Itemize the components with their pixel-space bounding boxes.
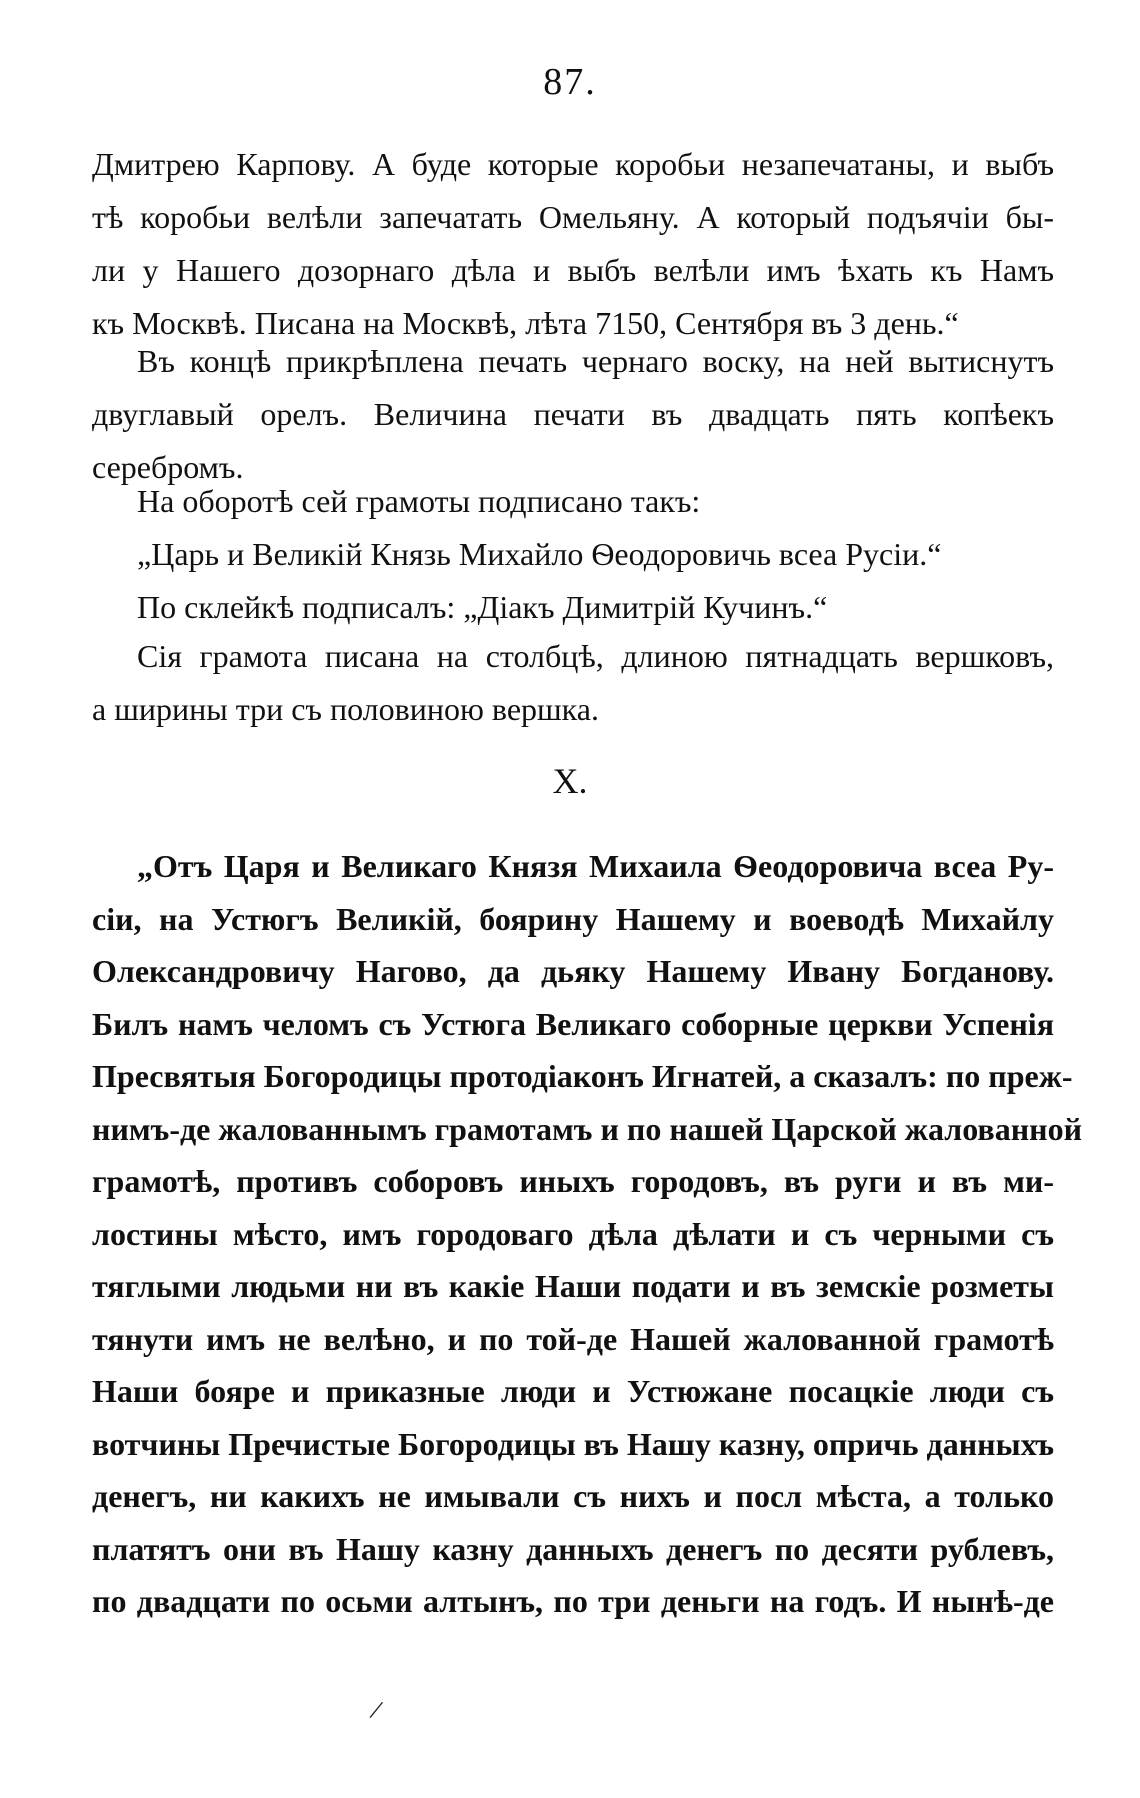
paragraph-clerk-signature — [92, 581, 1054, 634]
paragraph-tsar-signature — [92, 528, 1054, 581]
text-line: а ширины три съ половиною вершка. — [92, 691, 599, 727]
text-line: тѣ коробьи велѣли запечатать Омельяну. А который подъячіи бы- — [92, 199, 1054, 235]
paragraph-seal-description — [92, 335, 1054, 494]
page-number: 87. — [543, 61, 597, 103]
stray-ink-mark: / — [367, 1694, 386, 1727]
paragraph-scroll-size — [92, 630, 1054, 736]
text-line: серебромъ. — [92, 449, 244, 485]
text-line: По склейкѣ подписалъ: „Діакъ Димитрій Кучинъ.“ — [137, 589, 828, 625]
text-line: къ Москвѣ. Писана на Москвѣ, лѣта 7150, Сентября въ 3 день.“ — [92, 305, 959, 341]
text-line: ли у Нашего дозорнаго дѣла и выбъ велѣли имъ ѣхать къ Намъ — [92, 252, 1054, 288]
text-line: На оборотѣ сей грамоты подписано такъ: — [137, 483, 701, 519]
text-line: Сія грамота писана на столбцѣ, длиною пятнадцать вершковъ, — [137, 638, 1054, 674]
text-line: двуглавый орелъ. Величина печати въ двадцать пять копѣекъ — [92, 396, 1054, 432]
text-line: платятъ они въ Нашу казну данныхъ денегъ по десяти рублевъ, — [92, 1530, 1054, 1567]
paragraph-reverse-note — [92, 475, 1054, 528]
text-line: лостины мѣсто, имъ городоваго дѣла дѣлати и съ черными съ — [92, 1215, 1054, 1252]
text-line: „Отъ Царя и Великаго Князя Михаила Ѳеодоровича всеа Ру- — [137, 848, 1054, 884]
paragraph-letter-ending — [92, 138, 1054, 350]
text-line: грамотѣ, противъ соборовъ иныхъ городовъ, въ руги и въ ми- — [92, 1163, 1054, 1199]
text-line: тянути имъ не велѣно, и по той-де Нашей жалованной грамотѣ — [92, 1320, 1054, 1357]
text-line: Олександровичу Нагово, да дьяку Нашему Ивану Богданову. — [92, 953, 1054, 989]
section-heading: X. — [552, 761, 588, 801]
text-line: Билъ намъ челомъ съ Устюга Великаго соборные церкви Успенія — [92, 1005, 1054, 1042]
text-line: Въ концѣ прикрѣплена печать чернаго воску, на ней вытиснутъ — [137, 343, 1054, 379]
text-line: Дмитрею Карпову. А буде которые коробьи незапечатаны, и выбъ — [92, 146, 1054, 182]
text-line: сіи, на Устюгъ Великій, боярину Нашему и воеводѣ Михайлу — [92, 900, 1054, 937]
text-line: по двадцати по осьми алтынъ, по три деньги на годъ. И нынѣ-де — [92, 1583, 1054, 1619]
text-line: Пресвятыя Богородицы протодіаконъ Игнатей, а сказалъ: по преж- — [92, 1058, 1073, 1094]
text-line: нимъ-де жалованнымъ грамотамъ и по нашей Царской жалованной — [92, 1110, 1082, 1147]
text-line: „Царь и Великій Князь Михайло Ѳеодоровичь всеа Русіи.“ — [137, 536, 942, 572]
text-line: тяглыми людьми ни въ какіе Наши подати и въ земскіе розметы — [92, 1268, 1054, 1304]
text-line: денегъ, ни какихъ не имывали съ нихъ и посл мѣста, а только — [92, 1478, 1054, 1514]
text-line: Наши бояре и приказные люди и Устюжане посацкіе люди съ — [92, 1373, 1054, 1409]
text-line: вотчины Пречистые Богородицы въ Нашу казну, опричь данныхъ — [92, 1425, 1054, 1462]
paragraph-charter-text — [92, 840, 1082, 1628]
